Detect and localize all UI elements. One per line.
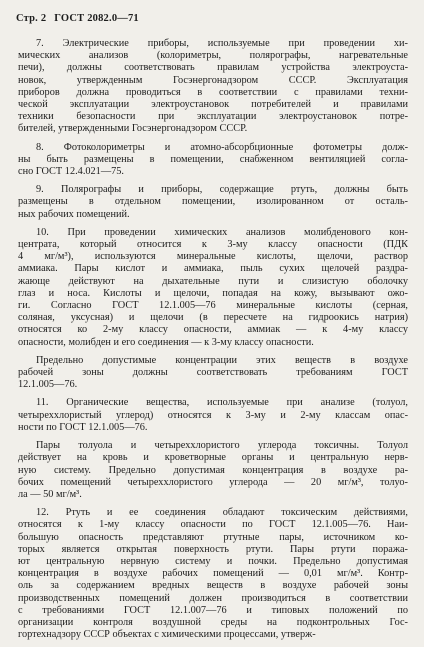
text-line: 8. Фотоколориметры и атомно-абсорбционные фотометры долж- — [36, 141, 408, 153]
text-line: размещены в отдельном помещении, изолированном от осталь- — [18, 196, 408, 208]
text-line: четыреххлористый углерод) относятся к 3-му и 2-му классам опас- — [18, 409, 408, 421]
text-line: 12. Ртуть и ее соединения обладают токсическим действиями, — [36, 507, 408, 519]
text-line: рабочей зоны должны соответствовать требованиям ГОСТ — [18, 367, 408, 379]
text-line: торых является открытая поверхность ртути. Пары ртути поража- — [18, 543, 408, 555]
text-line: относятся к 1-му классу опасности по ГОСТ 12.1.005—76. Наи- — [18, 519, 408, 531]
text-line: организации контроля воздушной среды на подконтрольных Гос- — [18, 616, 408, 628]
text-line: концентрация в воздухе рабочих помещений — 0,01 мг/м³. Контр- — [18, 568, 408, 580]
text-line: 12.1.005—76. — [18, 379, 78, 391]
text-line: Предельно допустимые концентрации этих веществ в воздухе — [36, 354, 408, 366]
text-line: приборов должна проводиться в соответствии с правилами техни- — [18, 86, 408, 98]
paragraph-p11b — [18, 440, 408, 501]
text-line: оль за содержанием вредных веществ в воздухе рабочей зоны — [18, 580, 408, 592]
text-line: новок, утвержденным Госэнергонадзором СССР. Эксплуатация — [18, 74, 408, 86]
text-line: гортехнадзору СССР объектах с химическими процессами, утверж- — [18, 629, 316, 641]
text-line: ную систему. Предельно допустимая концентрация в воздухе ра- — [18, 464, 408, 476]
text-line: сно ГОСТ 12.4.021—75. — [18, 166, 125, 178]
text-line: 7. Электрические приборы, используемые при проведении хи- — [36, 38, 408, 49]
text-line: ных рабочих помещений. — [18, 208, 130, 220]
text-line: жающе действуют на дыхательные пути и слизистую оболочку — [18, 275, 408, 287]
text-line: 4 мг/м³), используются минеральные кислоты, щелочи, раствор — [18, 251, 408, 263]
text-line: большую опасность представляют ртутные пары, источником ко- — [18, 531, 408, 543]
paragraph-p8 — [18, 142, 408, 179]
page-header — [16, 13, 139, 24]
paragraph-p10 — [18, 227, 408, 349]
text-line: 11. Органические вещества, используемые при анализе (толуол, — [36, 397, 408, 409]
standard-code: ГОСТ 2082.0—71 — [54, 13, 139, 24]
text-line: ны быть размещены в помещении, снабженном вентиляцией согла- — [18, 153, 408, 165]
paragraph-p7 — [18, 38, 408, 136]
text-line: центрата, который относится к 3-му классу опасности (ПДК — [18, 239, 408, 251]
text-line: бочих помещений четыреххлористого углерода — 20 мг/м³, толуо- — [18, 476, 408, 488]
text-line: Пары толуола и четыреххлористого углерода токсичны. Толуол — [36, 440, 408, 452]
text-line: глаз и носа. Кислоты и щелочи, попадая на кожу, вызывают ожо- — [18, 287, 408, 299]
text-line: мических анализов (колориметры, полярографы, нагревательные — [18, 50, 408, 62]
text-line: ют центральную нервную систему и почки. Предельно допустимая — [18, 555, 408, 567]
document-body — [18, 38, 408, 647]
text-line: относятся ко 2-му классу опасности, аммиак — к 4-му классу — [18, 324, 408, 336]
text-line: 10. При проведении химических анализов молибденового кон- — [36, 226, 408, 238]
paragraph-p11 — [18, 397, 408, 434]
text-line: производственных помещений должен производиться в соответствии — [18, 592, 408, 604]
text-line: действует на кровь и кроветворные органы и центральную нерв- — [18, 452, 408, 464]
text-line: соляная, уксусная) и щелочи (в пересчете на гидроокись натрия) — [18, 312, 408, 324]
text-line: техники безопасности при эксплуатации электроустановок потре- — [18, 111, 408, 123]
text-line: ла — 50 мг/м³. — [18, 488, 82, 500]
text-line: 9. Полярографы и приборы, содержащие ртуть, должны быть — [36, 184, 408, 196]
paragraph-p9 — [18, 184, 408, 221]
text-line: с требованиями ГОСТ 12.1.007—76 и типовых положений по — [18, 604, 408, 616]
paragraph-p12 — [18, 507, 408, 641]
text-line: бителей, утвержденными Госэнергонадзором СССР. — [18, 123, 248, 135]
text-line: аммиака. Пары кислот и аммиака, пыль сухих щелочей раздра- — [18, 263, 408, 275]
text-line: печи), должны соответствовать правилам устройства электроуста- — [18, 62, 408, 74]
text-line: ческой эксплуатации электроустановок потребителей и правилами — [18, 99, 408, 111]
text-line: ги. Согласно ГОСТ 12.1.005—76 минеральные кислоты (серная, — [18, 300, 408, 312]
text-line: опасности, молибден и его соединения — к 3-му классу опасности. — [18, 336, 314, 348]
paragraph-p10b — [18, 355, 408, 392]
page-number: Стр. 2 — [16, 13, 47, 24]
text-line: ности по ГОСТ 12.1.005—76. — [18, 421, 148, 433]
